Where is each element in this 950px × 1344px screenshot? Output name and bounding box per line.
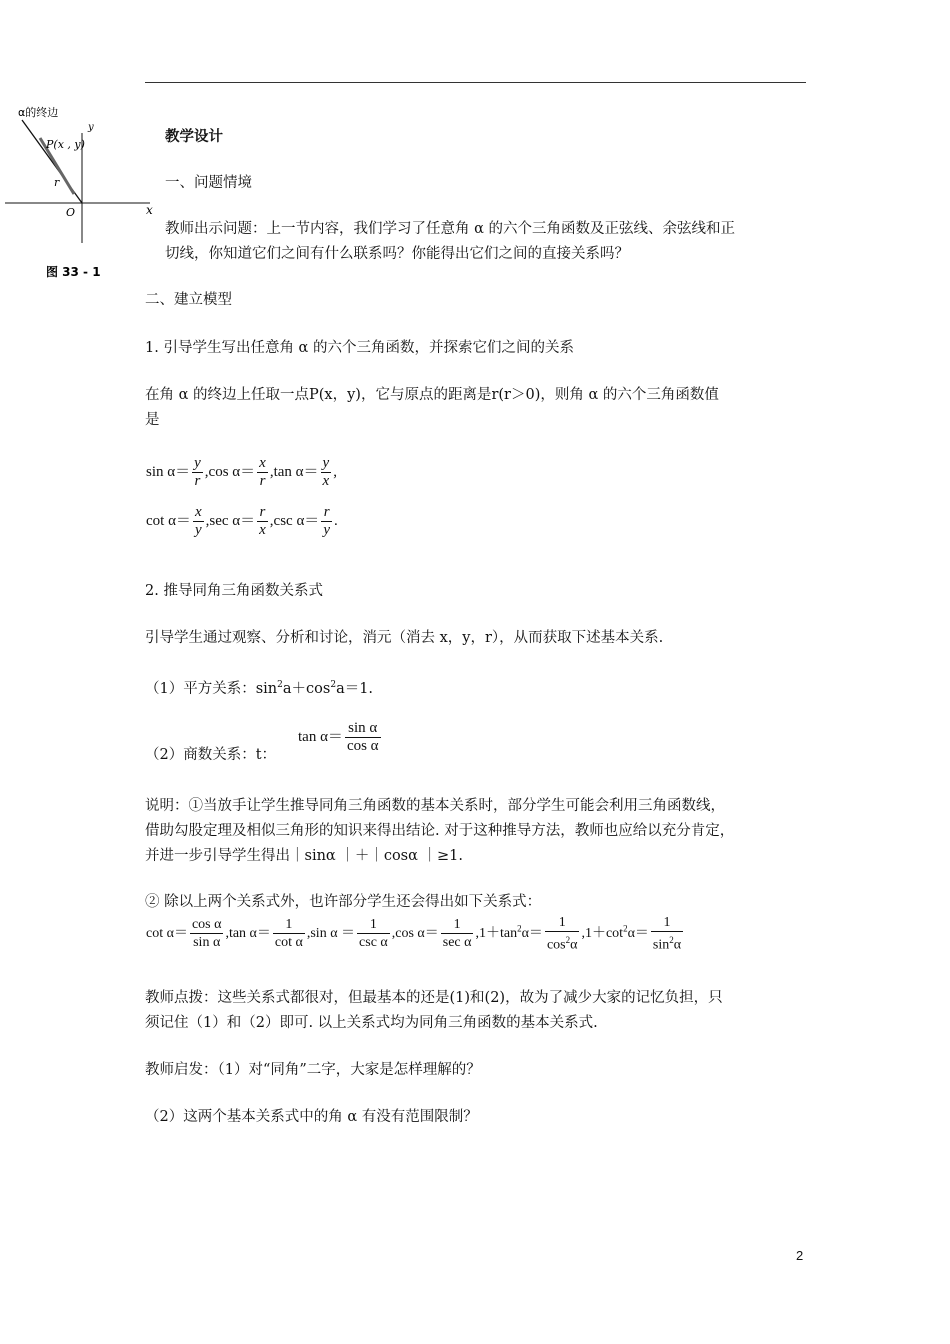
- terminal-side-label: α的终边: [18, 106, 59, 119]
- section-2-title: 二、建立模型: [145, 292, 232, 308]
- question-2: （2）这两个基本关系式中的角 α 有没有范围限制？: [145, 1109, 478, 1125]
- section-heading: 教学设计: [165, 128, 223, 145]
- item-1: 1. 引导学生写出任意角 α 的六个三角函数，并探索它们之间的关系: [145, 340, 574, 356]
- trig-definitions-row-2: cot α＝ $\frac{x}{y}$ ,sec α＝ $\frac{r}{x}$ ,csc α＝ $\frac{r}{y}$ .: [146, 504, 338, 538]
- definition-line-2: 是: [145, 412, 160, 428]
- quotient-relation-formula: tan α＝ $\frac{\text{sin α}}{\text{cos α}}$: [298, 720, 379, 754]
- note-line-3: 并进一步引导学生得出｜sinα ｜＋｜cosα ｜≥1.: [145, 848, 463, 864]
- derivation-text: 引导学生通过观察、分析和讨论，消元（消去 x，y，r），从而获取下述基本关系.: [145, 630, 664, 646]
- trig-definitions-row-1: sin α＝ $\frac{y}{r}$ ,cos α＝ $\frac{x}{r}$ ,tan α＝ $\frac{y}{x}$ ,: [146, 455, 337, 489]
- figure-33-1: [0, 98, 170, 288]
- figure-caption: 图 33 - 1: [46, 265, 101, 279]
- square-relation: （1）平方关系：$\sin^2a+\cos^2a=1$.: [145, 680, 374, 697]
- note-line-1: 说明：①当放手让学生推导同角三角函数的基本关系时，部分学生可能会利用三角函数线，: [145, 798, 725, 814]
- page-number: 2: [796, 1248, 804, 1263]
- quotient-relation-label: （2）商数关系：t：: [145, 747, 277, 763]
- r-label: r: [54, 176, 60, 189]
- origin-label: O: [66, 206, 76, 219]
- note-line-2: 借助勾股定理及相似三角形的知识来得出结论. 对于这种推导方法，教师也应给以充分肯定，: [145, 823, 735, 839]
- y-axis-label: y: [88, 122, 94, 133]
- tip-line-2: 须记住（1）和（2）即可. 以上关系式均为同角三角函数的基本关系式.: [145, 1015, 598, 1031]
- x-axis-label: x: [146, 203, 153, 217]
- note-2: ② 除以上两个关系式外，也许部分学生还会得出如下关系式：: [145, 894, 542, 910]
- question-line-1: 教师出示问题：上一节内容，我们学习了任意角 α 的六个三角函数及正弦线、余弦线和正: [165, 221, 736, 237]
- definition-line-1: 在角 α 的终边上任取一点P(x，y)，它与原点的距离是r(r＞0)，则角 α 的六个三角函数值: [145, 387, 719, 403]
- question-1: 教师启发：（1）对“同角”二字，大家是怎样理解的？: [145, 1062, 481, 1078]
- tip-line-1: 教师点拨：这些关系式都很对，但最基本的还是(1)和(2)，故为了减少大家的记忆负担，只: [145, 990, 723, 1006]
- header-rule: [145, 82, 806, 83]
- item-2: 2. 推导同角三角函数关系式: [145, 583, 323, 599]
- point-label: P(x , y): [46, 138, 85, 151]
- question-line-2: 切线，你知道它们之间有什么联系吗？你能得出它们之间的直接关系吗？: [165, 246, 629, 262]
- extra-relations-formula: cot α＝ $\frac{\text{cos α}}{\text{sin α}}$ ,tan α＝ $\frac{1}{\text{cot α}}$ ,sin α ＝ $\frac{1}{\text{csc α}}$ ,cos α＝ $\frac{1}{\text{sec α}}$ $,1+\tan^2\alpha=$ $\frac{1}{\cos^2\alpha}$ $,1+\cot^2\alpha=$ $\frac{1}{\sin^2\alpha}$: [146, 915, 682, 953]
- section-1-title: 一、问题情境: [165, 175, 252, 191]
